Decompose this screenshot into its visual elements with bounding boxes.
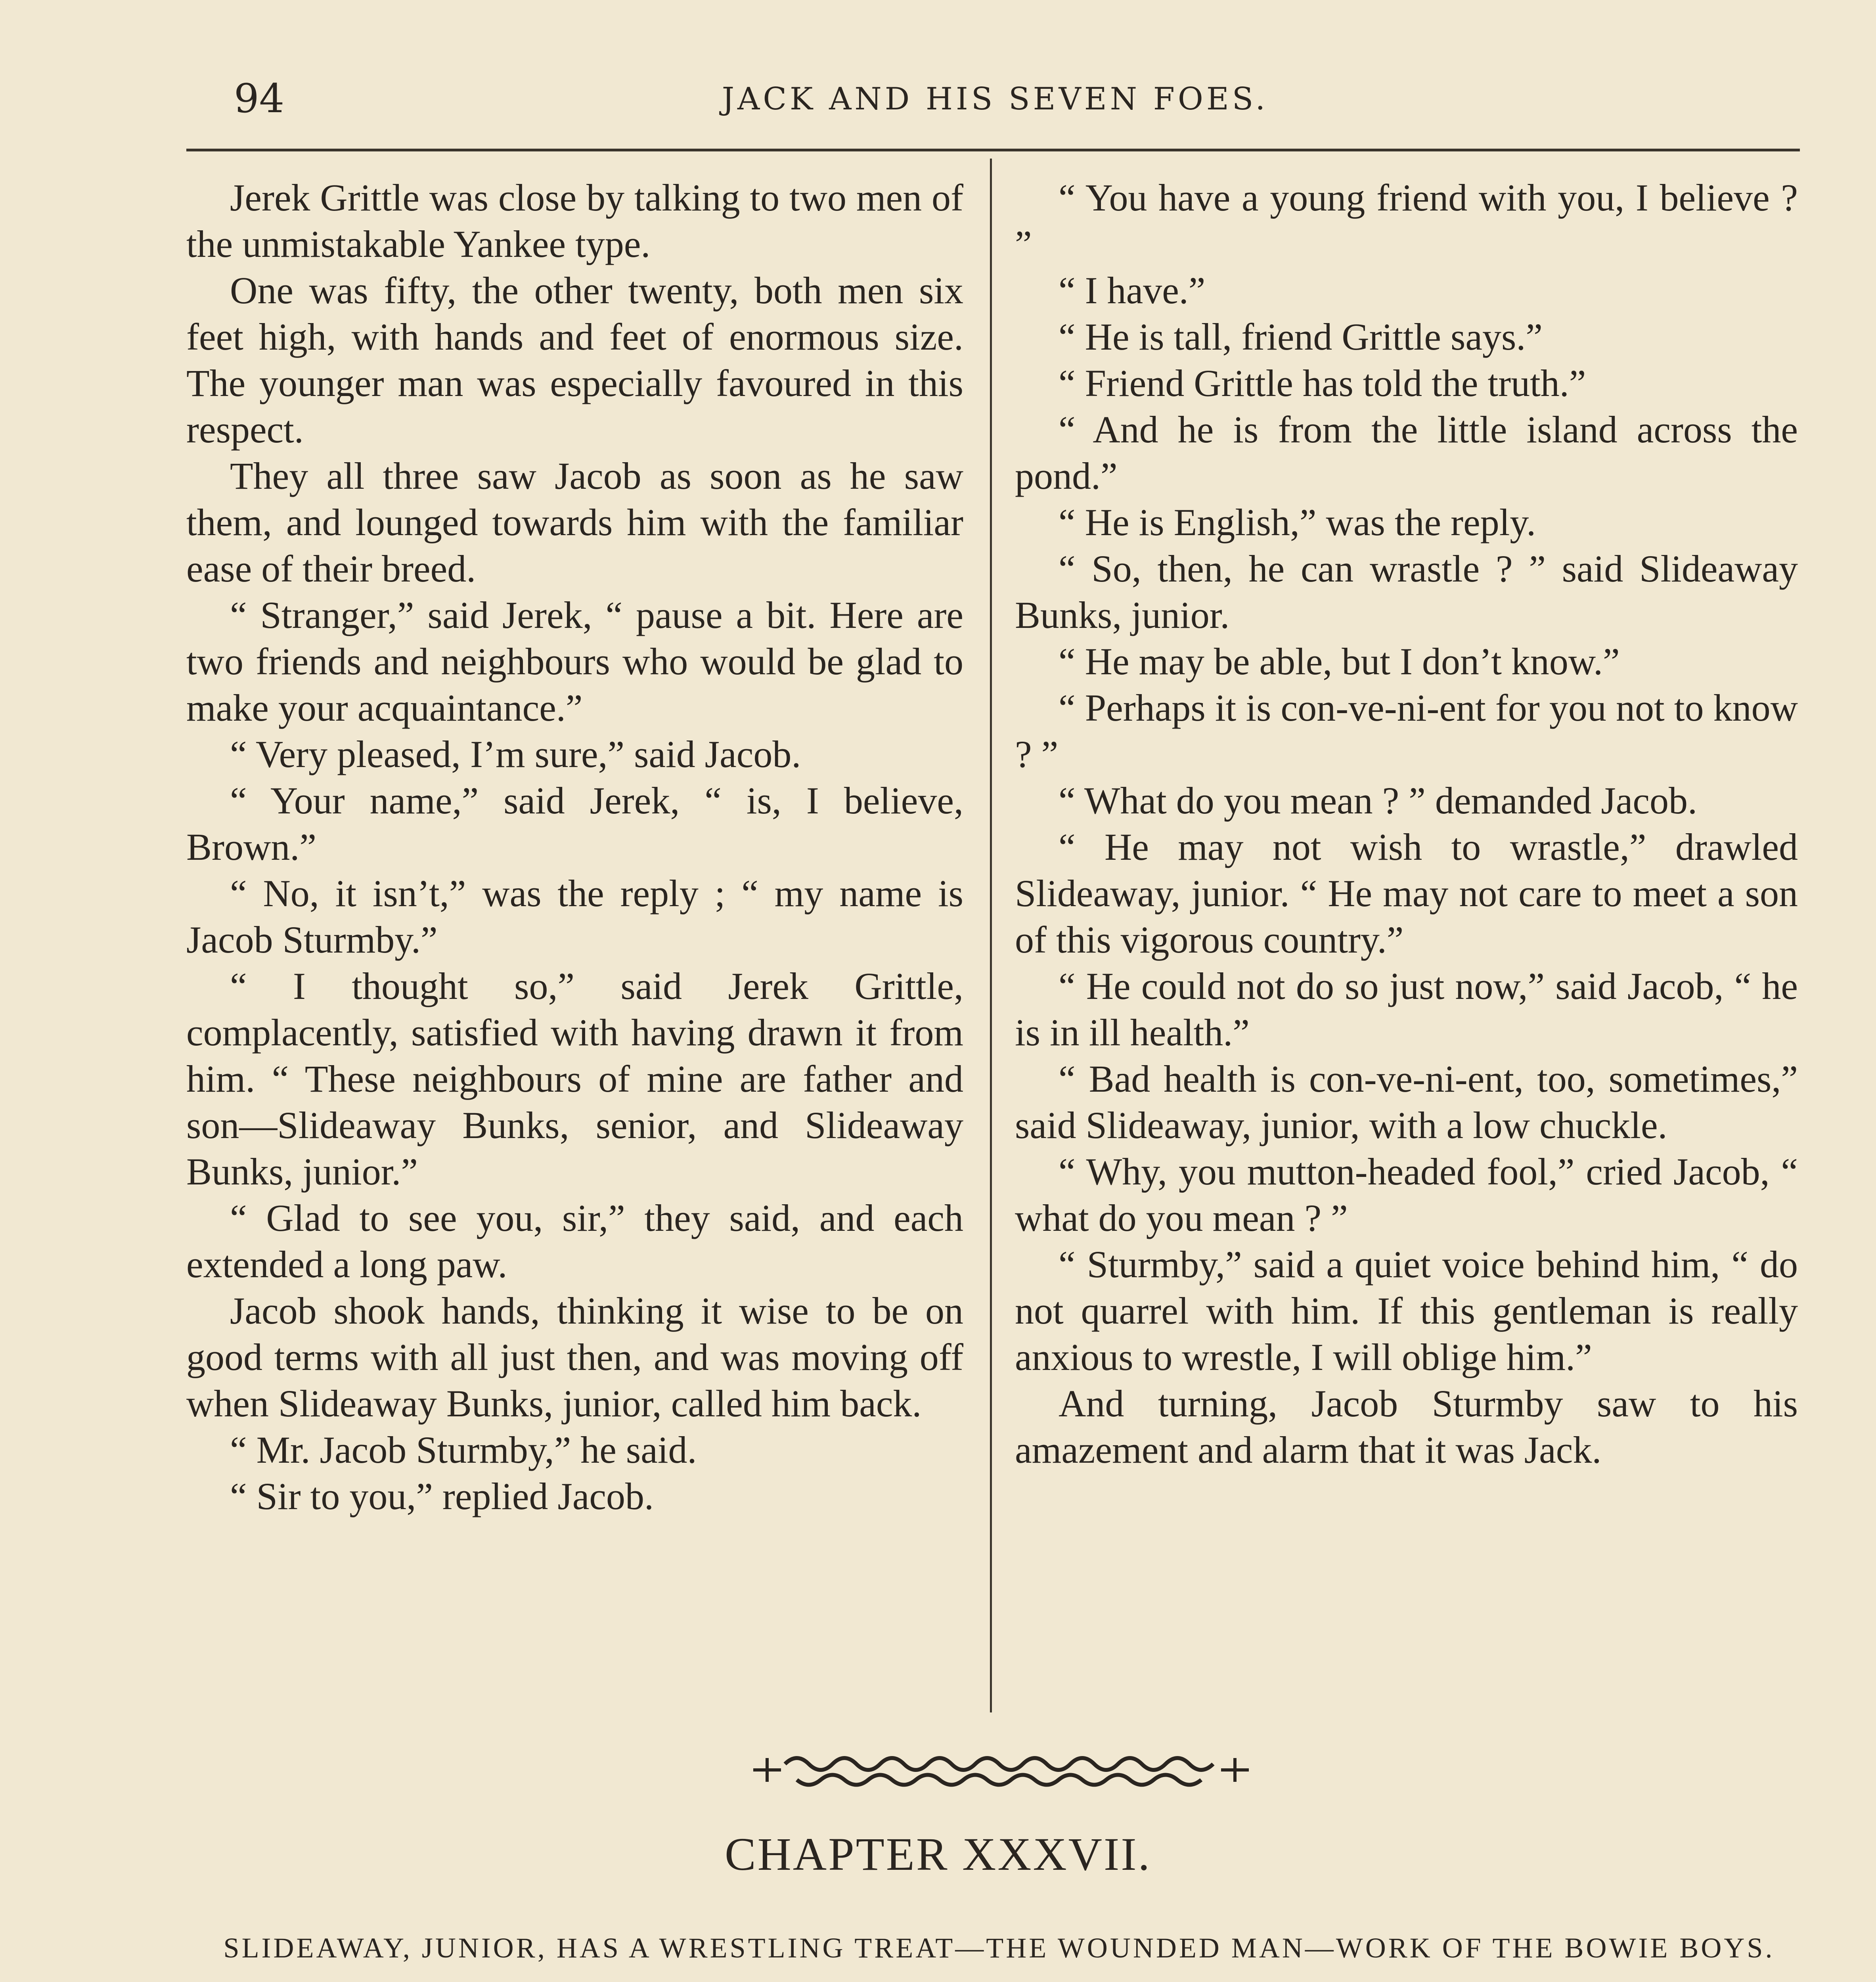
paragraph: Jerek Grittle was close by talking to two men of the unmistakable Yankee type.	[186, 176, 963, 265]
paragraph: “ I thought so,” said Jerek Grittle, complacently, satisfied with having drawn it from him. “ These neighbours of mine are father and son—Slideaway Bunks, senior, and Slideaway Bunks, junior.”	[186, 965, 963, 1193]
paragraph: Jacob shook hands, thinking it wise to be on good terms with all just then, and was moving off when Slideaway Bunks, junior, called him back.	[186, 1289, 963, 1425]
paragraph: “ Sir to you,” replied Jacob.	[230, 1475, 654, 1517]
paragraph: “ I have.”	[1059, 269, 1206, 312]
paragraph: “ Friend Grittle has told the truth.”	[1059, 362, 1586, 404]
paragraph: “ You have a young friend with you, I believe ? ”	[1015, 176, 1798, 265]
paragraph: “ Glad to see you, sir,” they said, and each extended a long paw.	[186, 1197, 963, 1286]
paragraph: “ No, it isn’t,” was the reply ; “ my name is Jacob Sturmby.”	[186, 872, 963, 961]
paragraph: “ He could not do so just now,” said Jacob, “ he is in ill health.”	[1015, 965, 1798, 1054]
paragraph: “ He is tall, friend Grittle says.”	[1059, 316, 1543, 358]
header-rule	[186, 149, 1800, 151]
paragraph: “ Perhaps it is con-ve-ni-ent for you not to know ? ”	[1015, 687, 1798, 775]
running-head	[190, 67, 1800, 127]
chapter-title: CHAPTER XXXVII.	[724, 1828, 1152, 1880]
paragraph: “ And he is from the little island across the pond.”	[1015, 408, 1798, 497]
ornamental-rule-icon	[745, 1744, 1257, 1796]
column-2	[1015, 174, 1798, 1720]
paragraph: “ Stranger,” said Jerek, “ pause a bit. Here are two friends and neighbours who would be glad to make your acquaintance.”	[186, 594, 963, 729]
paragraph: “ He may be able, but I don’t know.”	[1059, 640, 1620, 683]
column-divider-top	[990, 159, 992, 1712]
paragraph: “ He is English,” was the reply.	[1059, 501, 1536, 543]
paragraph: “ Sturmby,” said a quiet voice behind him, “ do not quarrel with him. If this gentleman is really anxious to wrestle, I will oblige him.”	[1015, 1243, 1798, 1378]
paragraph: “ Very pleased, I’m sure,” said Jacob.	[230, 733, 801, 775]
paragraph: “ So, then, he can wrastle ? ” said Slideaway Bunks, junior.	[1015, 547, 1798, 636]
paragraph: “ He may not wish to wrastle,” drawled Slideaway, junior. “ He may not care to meet a son of this vigorous country.”	[1015, 826, 1798, 961]
running-title: JACK AND HIS SEVEN FOES.	[722, 81, 1269, 117]
paragraph: “ Bad health is con-ve-ni-ent, too, sometimes,” said Slideaway, junior, with a low chuckle.	[1015, 1058, 1798, 1146]
paragraph: “ Mr. Jacob Sturmby,” he said.	[230, 1429, 697, 1471]
column-1	[186, 174, 963, 1720]
paragraph: One was fifty, the other twenty, both men six feet high, with hands and feet of enormous size. The younger man was especially favoured in this respect.	[186, 269, 963, 451]
paragraph: “ What do you mean ? ” demanded Jacob.	[1059, 779, 1697, 822]
paragraph: And turning, Jacob Sturmby saw to his amazement and alarm that it was Jack.	[1015, 1382, 1798, 1471]
chapter-subtitle: SLIDEAWAY, JUNIOR, HAS A WRESTLING TREAT—THE WOUNDED MAN—WORK OF THE BOWIE BOYS.	[223, 1932, 1775, 1964]
paragraph: “ Why, you mutton-headed fool,” cried Jacob, “ what do you mean ? ”	[1015, 1150, 1798, 1239]
paragraph: “ Your name,” said Jerek, “ is, I believe, Brown.”	[186, 779, 963, 868]
page-number: 94	[234, 75, 285, 122]
paragraph: They all three saw Jacob as soon as he saw them, and lounged towards him with the familiar ease of their breed.	[186, 455, 963, 590]
